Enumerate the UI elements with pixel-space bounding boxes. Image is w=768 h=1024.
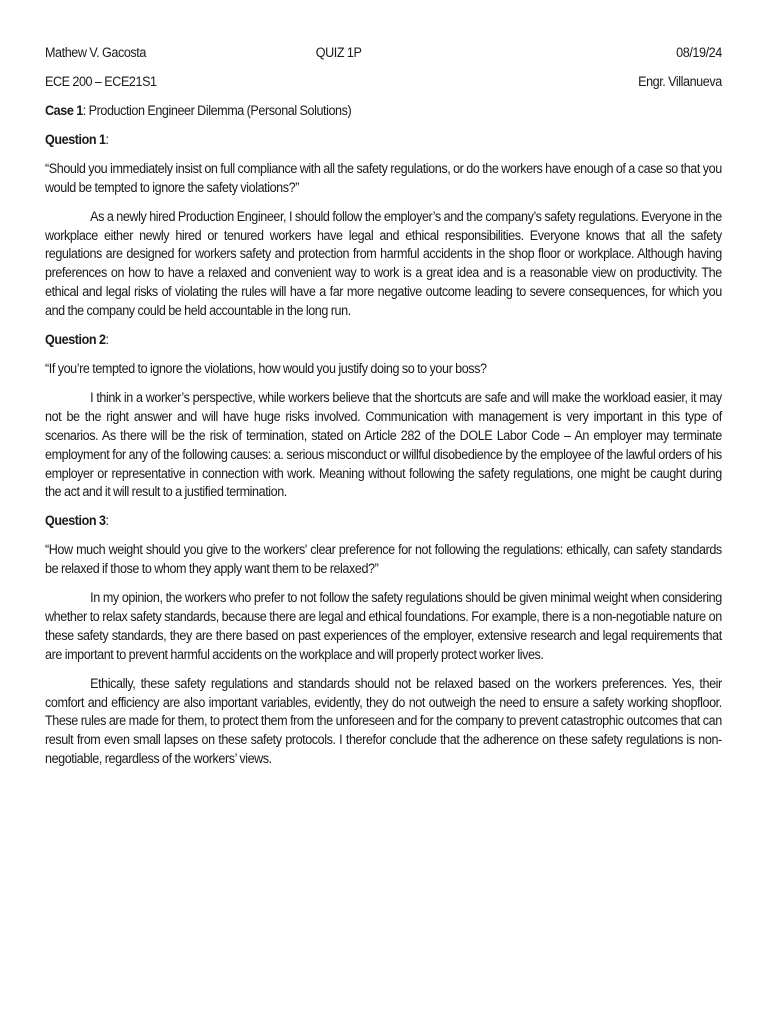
question-3-colon: : (105, 513, 109, 529)
case-label: Case 1 (45, 103, 83, 118)
instructor-name: Engr. Villanueva (638, 74, 722, 89)
question-1-colon: : (105, 131, 109, 147)
answer-3-paragraph-2: Ethically, these safety regulations and standards should not be relaxed based on the workers preferences. Yes, their comfort and efficiency are also important variables, evidently, they do not outweigh the need to ensure a safety working shopfloor. These rules are made for them, to protect them from the unforeseen and for the company to prevent catastrophic outcomes that can result from even small lapses on these safety protocols. I therefor conclude that the adherence on these safety regulations is non-negotiable, regardless of the workers’ views. (45, 675, 722, 767)
answer-1-paragraph: As a newly hired Production Engineer, I should follow the employer’s and the company’s safety regulations. Everyone in the workplace either newly hired or tenured workers have legal and ethical responsibilities. Everyone knows that all the safety regulations are designed for workers safety and protection from harmful accidents in the shop floor or workplace. Although having preferences on how to have a relaxed and convenient way to work is a great idea and is a reasonable view on productivity. The ethical and legal risks of violating the rules will have a far more negative outcome leading to severe consequences, for which you and the company could be held accountable in the long run. (45, 208, 722, 319)
question-1-text: “Should you immediately insist on full compliance with all the safety regulations, or do the workers have enough of a case so that you would be tempted to ignore the safety violations?” (45, 160, 722, 195)
student-name: Mathew V. Gacosta (45, 45, 146, 60)
document-page (45, 44, 722, 779)
date: 08/19/24 (676, 45, 722, 60)
header-row-2 (45, 73, 722, 92)
answer-3-paragraph-1: In my opinion, the workers who prefer to not follow the safety regulations should be given minimal weight when considering whether to relax safety standards, because there are legal and ethical foundations. For example, there is a non-negotiable nature on these safety standards, they are there based on past experiences of the employer, extensive research and legal requirements that are important to prevent harmful accidents on the workplace and will properly protect worker lives. (45, 590, 722, 662)
course-code: ECE 200 – ECE21S1 (45, 74, 157, 89)
question-2-colon: : (105, 332, 109, 348)
quiz-title: QUIZ 1P (315, 45, 362, 60)
case-title: : Production Engineer Dilemma (Personal Solutions) (82, 103, 352, 118)
question-3-heading (45, 512, 722, 531)
question-1-heading (45, 131, 722, 150)
question-1-label: Question 1 (45, 131, 106, 147)
question-2-text: “If you’re tempted to ignore the violations, how would you justify doing so to your boss? (45, 360, 487, 376)
question-2-label: Question 2 (45, 332, 106, 348)
question-2-heading (45, 331, 722, 350)
case-heading (45, 102, 722, 121)
question-3-text: “How much weight should you give to the workers' clear preference for not following the regulations: ethically, can safety standards be relaxed if those to whom they apply want them to be relaxed?” (45, 542, 722, 577)
question-3-label: Question 3 (45, 513, 106, 529)
answer-2-paragraph: I think in a worker’s perspective, while workers believe that the shortcuts are safe and will make the workload easier, it may not be the right answer and will have huge risks involved. Communication with management is very important in this type of scenarios. As there will be the risk of termination, stated on Article 282 of the DOLE Labor Code – An employer may terminate employment for any of the following causes: a. serious misconduct or willful disobedience by the employee of the lawful orders of his employer or representative in connection with work. Meaning without following the safety regulations, one might be caught during the act and it will result to a justified termination. (45, 389, 722, 500)
header-row-1 (45, 44, 722, 63)
